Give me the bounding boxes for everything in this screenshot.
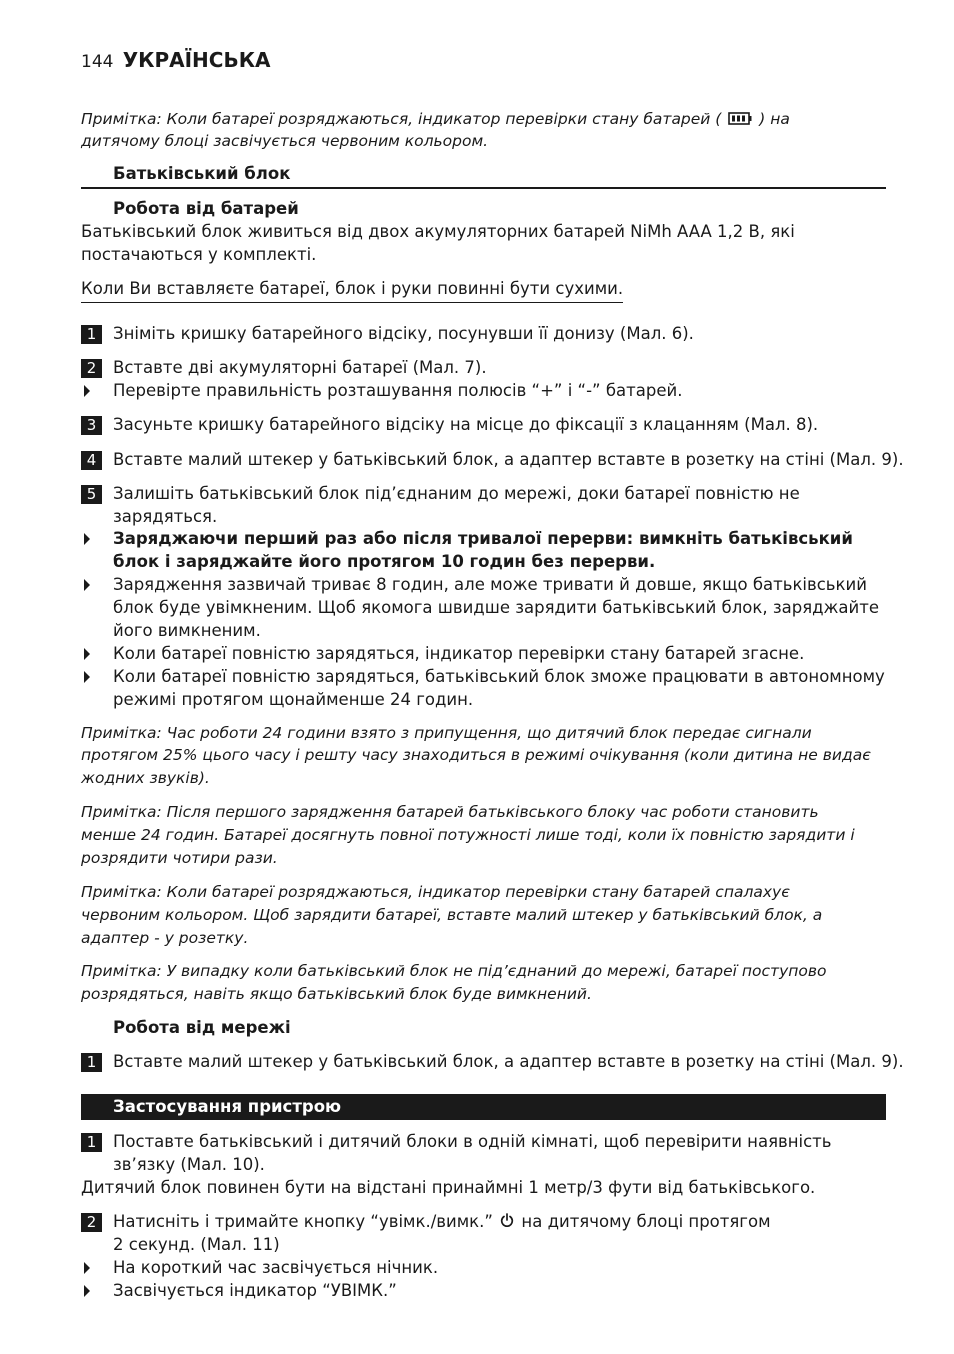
note-line: розрядити чотири рази. (81, 849, 278, 867)
step-number: 1 (81, 1133, 102, 1152)
step-text: Вставте малий штекер у батьківський блок, а адаптер вставте в розетку на стіні (Мал. 9). (113, 450, 904, 469)
section-heading-usage: Застосування пристрою (113, 1097, 342, 1116)
bullet-icon (84, 533, 90, 545)
step-text: зарядяться. (113, 507, 218, 526)
bullet-icon (84, 648, 90, 660)
paragraph-line: постачаються у комплекті. (81, 245, 317, 264)
bullet-text: Засвічується індикатор “УВІМК.” (113, 1281, 397, 1300)
note-line: менше 24 годин. Батареї досягнуть повної потужності лише тоді, коли їх повністю зарядити і (81, 826, 855, 844)
bullet-text: Коли батареї повністю зарядяться, індикатор перевірки стану батарей згасне. (113, 644, 805, 663)
step-text: Засуньте кришку батарейного відсіку на місце до фіксації з клацанням (Мал. 8). (113, 415, 819, 434)
step-text: Поставте батьківський і дитячий блоки в одній кімнаті, щоб перевірити наявність (113, 1132, 832, 1151)
bullet-text: Зарядження зазвичай триває 8 годин, але може тривати й довше, якщо батьківський (113, 575, 867, 594)
section-divider (81, 187, 886, 189)
bullet-icon (84, 1285, 90, 1297)
step-text: Залишіть батьківський блок під’єднаним до мережі, доки батареї повністю не (113, 484, 800, 503)
note-line: Примітка: Після першого зарядження батарей батьківського блоку час роботи становить (81, 803, 819, 821)
note-top-line1: Примітка: Коли батареї розряджаються, індикатор перевірки стану батарей ( ) на (81, 108, 790, 131)
note-line: червоним кольором. Щоб зарядити батареї, вставте малий штекер у батьківський блок, а (81, 906, 823, 924)
subheading-battery: Робота від батарей (113, 199, 299, 218)
battery-icon (728, 109, 752, 131)
step-text: зв’язку (Мал. 10). (113, 1155, 265, 1174)
step-number: 5 (81, 485, 102, 504)
bullet-text: режимі протягом щонайменше 24 годин. (113, 690, 474, 709)
step-number: 3 (81, 416, 102, 435)
step-text: Зніміть кришку батарейного відсіку, посунувши її донизу (Мал. 6). (113, 324, 694, 343)
power-icon (500, 1212, 514, 1234)
bullet-text: блок і заряджайте його протягом 10 годин без перерви. (113, 552, 656, 571)
paragraph-line: Дитячий блок повинен бути на відстані принаймні 1 метр/3 фути від батьківського. (81, 1178, 816, 1197)
warning-text: Коли Ви вставляєте батареї, блок і руки повинні бути сухими. (81, 278, 623, 303)
page-title: УКРАЇНСЬКА (122, 48, 271, 72)
note-line: протягом 25% цього часу і решту часу знаходиться в режимі очікування (коли дитина не видає (81, 746, 871, 764)
step-text: 2 секунд. (Мал. 11) (113, 1235, 280, 1254)
bullet-icon (84, 671, 90, 683)
bullet-text: На короткий час засвічується нічник. (113, 1258, 439, 1277)
page-header (81, 48, 271, 72)
note-line: розрядяться, навіть якщо батьківський блок буде вимкнений. (81, 985, 592, 1003)
step-number: 1 (81, 325, 102, 344)
bullet-icon (84, 385, 90, 397)
bullet-text: блок буде увімкненим. Щоб якомога швидше зарядити батьківський блок, заряджайте (113, 598, 879, 617)
step-text: Вставте дві акумуляторні батареї (Мал. 7). (113, 358, 487, 377)
step-text: Вставте малий штекер у батьківський блок, а адаптер вставте в розетку на стіні (Мал. 9). (113, 1052, 904, 1071)
bullet-text: Коли батареї повністю зарядяться, батьківський блок зможе працювати в автономному (113, 667, 885, 686)
page-number: 144 (81, 52, 114, 72)
step-number: 2 (81, 359, 102, 378)
bullet-icon (84, 579, 90, 591)
bullet-text: Заряджаючи перший раз або після тривалої перерви: вимкніть батьківський (113, 529, 853, 548)
bullet-icon (84, 1262, 90, 1274)
section-heading-parent-unit: Батьківський блок (113, 164, 291, 183)
paragraph-line: Батьківський блок живиться від двох акумуляторних батарей NiMh AAA 1,2 В, які (81, 222, 795, 241)
step-number: 4 (81, 451, 102, 470)
note-line: Примітка: Коли батареї розряджаються, індикатор перевірки стану батарей спалахує (81, 883, 790, 901)
note-line: жодних звуків). (81, 769, 210, 787)
bullet-text: Перевірте правильність розташування полюсів “+” і “-” батарей. (113, 381, 683, 400)
step-number: 2 (81, 1213, 102, 1232)
note-line: Примітка: Час роботи 24 години взято з припущення, що дитячий блок передає сигнали (81, 724, 812, 742)
note-line: адаптер - у розетку. (81, 929, 249, 947)
step-text: Натисніть і тримайте кнопку “увімк./вимк.” на дитячому блоці протягом (113, 1211, 771, 1234)
note-top-line2: дитячому блоці засвічується червоним кольором. (81, 132, 489, 150)
subheading-mains: Робота від мережі (113, 1018, 291, 1037)
bullet-text: його вимкненим. (113, 621, 261, 640)
note-line: Примітка: У випадку коли батьківський блок не під’єднаний до мережі, батареї поступово (81, 962, 827, 980)
step-number: 1 (81, 1053, 102, 1072)
